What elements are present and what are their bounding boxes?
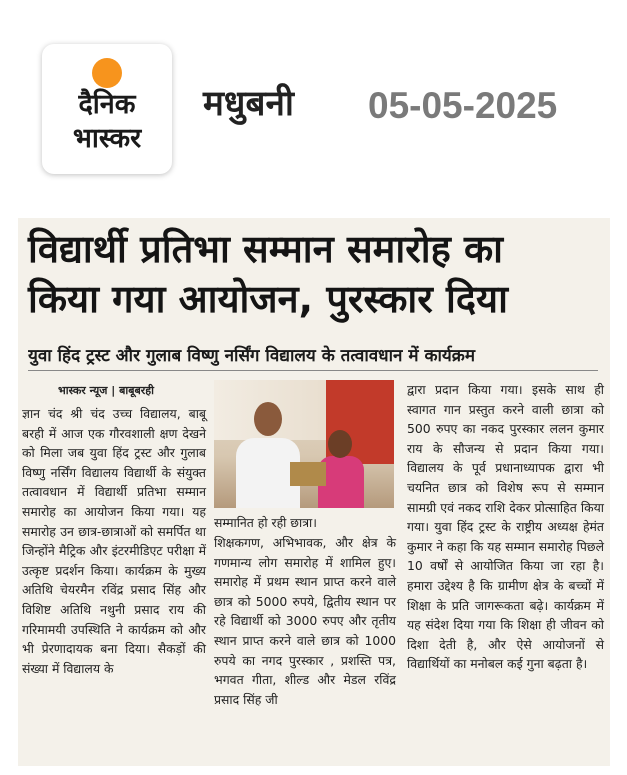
article-column-2 — [214, 533, 396, 709]
article-text: ज्ञान चंद श्री चंद उच्च विद्यालय, बाबू बरही में आज एक गौरवशाली क्षण देखने को मिला जब युवा हिंद ट्रस्ट और गुलाब विष्णु नर्सिंग विद्यालय विद्यार्थी के संयुक्त तत्वावधान में विद्यार्थी प्रतिभा सम्मान समारोह का आयोजन किया गया। यह समारोह उन छात्र-छात्राओं को समर्पित था जिन्होंने मैट्रिक और इंटरमीडिएट परीक्षा में उत्कृष्ट प्रदर्शन किया। कार्यक्रम के मुख्य अतिथि चेयरमैन रविंद्र प्रसाद सिंह और विशिष्ट अतिथि नथुनी प्रसाद राय की गरिमामयी उपस्थिति ने कार्यक्रम को और भी प्रेरणादायक बना दिया। सैकड़ों की संख्या में विद्यालय के — [22, 406, 206, 676]
city-name: मधुबनी — [203, 84, 294, 124]
newspaper-clipping — [18, 218, 610, 766]
article-text: शिक्षकगण, अभिभावक, और क्षेत्र के गणमान्य लोग समारोह में शामिल हुए। समारोह में प्रथम स्थान प्राप्त करने वाले छात्र को 5000 रुपये, द्वितीय स्थान पर रहे विद्यार्थी को 3000 रुपए और तृतीय स्थान प्राप्त करने वाले छात्र को 1000 रुपये का नगद पुरस्कार , प्रशस्ति पत्र, भगवत गीता, शील्ड और मेडल रविंद्र प्रसाद सिंह जी — [214, 535, 396, 707]
subheadline: युवा हिंद ट्रस्ट और गुलाब विष्णु नर्सिंग विद्यालय के तत्वावधान में कार्यक्रम — [28, 346, 476, 366]
byline: भास्कर न्यूज | बाबूबरही — [58, 384, 154, 397]
dainik-bhaskar-logo — [42, 44, 172, 174]
divider — [28, 370, 598, 371]
header — [0, 0, 627, 205]
edition-date: 05-05-2025 — [368, 85, 558, 126]
article-text: द्वारा प्रदान किया गया। इसके साथ ही स्वागत गान प्रस्तुत करने वाली छात्रा को 500 रुपए का नकद पुरस्कार ललन कुमार राय के सौजन्य से प्रदान किया गया। विद्यालय के पूर्व प्रधानाध्यापक द्वारा भी चयनित छात्र को विशेष रूप से सम्मान सामग्री एवं नकद राशि देकर प्रोत्साहित किया गया। युवा हिंद ट्रस्ट के राष्ट्रीय अध्यक्ष हेमंत कुमार ने कहा कि यह सम्मान समारोह पिछले 10 वर्षों से आयोजित किया जा रहा है। हमारा उद्देश्य है कि ग्रामीण क्षेत्र के बच्चों में शिक्षा के प्रति जागरूकता बढ़े। कार्यक्रम में यह संदेश दिया गया कि शिक्षा ही जीवन को दिशा देती है, और ऐसे आयोजनों से विद्यार्थियों का मनोबल कई गुना बढ़ता है। — [407, 382, 604, 672]
sun-icon — [92, 58, 122, 88]
logo-text-line1: दैनिक — [78, 89, 136, 120]
headline — [28, 224, 602, 324]
article-photo — [214, 380, 394, 508]
logo-text-line2: भास्कर — [72, 123, 142, 154]
photo-caption: सम्मानित हो रही छात्रा। — [214, 515, 317, 530]
article-column-1 — [22, 404, 206, 678]
article-column-3 — [407, 380, 604, 674]
headline-line-2: किया गया आयोजन, पुरस्कार दिया — [28, 277, 508, 321]
headline-line-1: विद्यार्थी प्रतिभा सम्मान समारोह का — [28, 227, 504, 271]
